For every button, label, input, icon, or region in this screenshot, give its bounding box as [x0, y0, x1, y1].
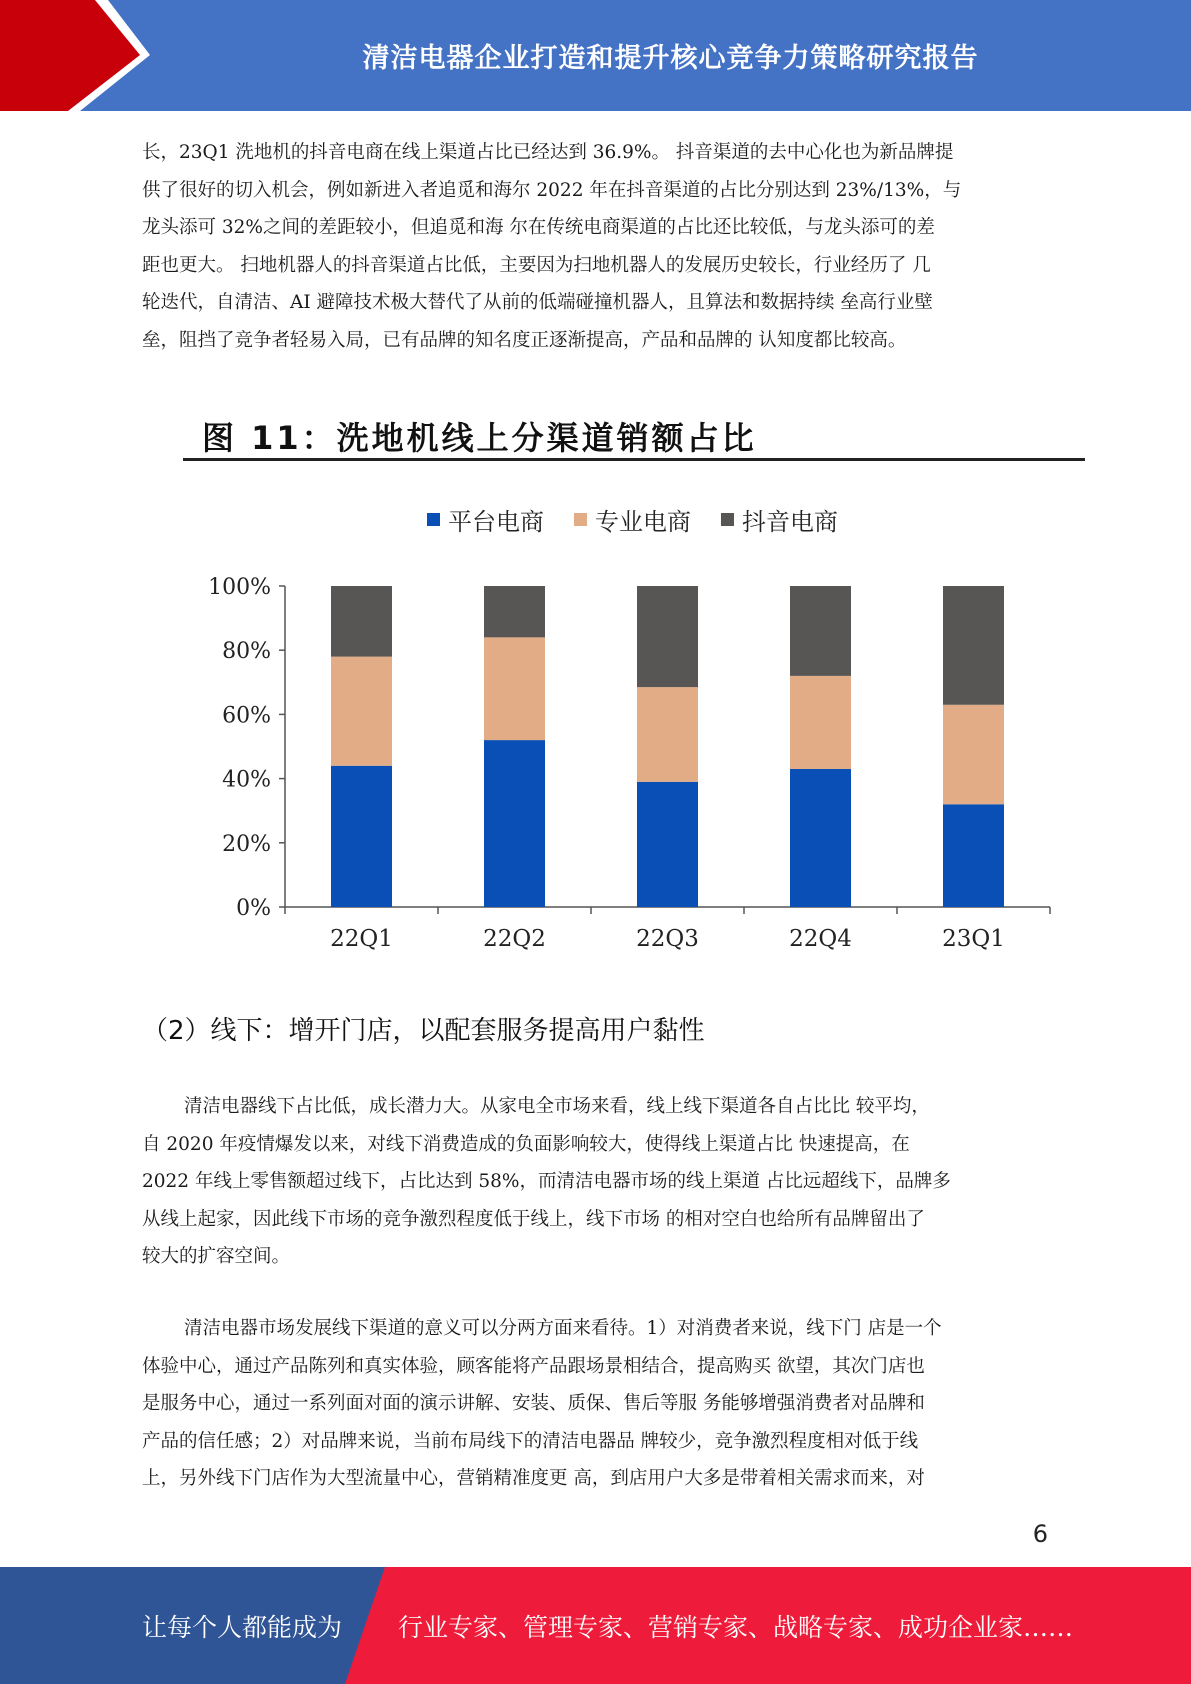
section-heading: （2）线下：增开门店，以配套服务提高用户黏性: [142, 1016, 705, 1046]
bar-segment: [637, 586, 698, 687]
figure-title: 图 11：洗地机线上分渠道销额占比: [202, 419, 757, 457]
legend-label: 平台电商: [448, 508, 544, 536]
bar-segment: [790, 676, 851, 769]
y-tick-label: 60%: [222, 703, 271, 729]
text-line: 从线上起家，因此线下市场的竞争激烈程度低于线上，线下市场 的相对空白也给所有品牌留出了: [142, 1208, 925, 1230]
legend-label: 抖音电商: [742, 508, 838, 536]
x-tick-label: 23Q1: [942, 926, 1005, 952]
bar-segment: [484, 637, 545, 740]
text-line: 上，另外线下门店作为大型流量中心，营销精准度更 高，到店用户大多是带着相关需求而来，对: [142, 1468, 925, 1489]
report-title: 清洁电器企业打造和提升核心竞争力策略研究报告: [362, 43, 979, 74]
figure-11: [180, 395, 1085, 975]
text-line: 自 2020 年疫情爆发以来，对线下消费造成的负面影响较大，使得线上渠道占比 快速提高，在: [142, 1133, 910, 1155]
x-tick-label: 22Q1: [330, 926, 393, 952]
bar-segment: [484, 586, 545, 637]
y-tick-label: 20%: [222, 831, 271, 857]
text-line: 供了很好的切入机会，例如新进入者追觅和海尔 2022 年在抖音渠道的占比分别达到 23%/13%，与: [142, 179, 962, 201]
text-line: 体验中心，通过产品陈列和真实体验，顾客能将产品跟场景相结合，提高购买 欲望，其次门店也: [142, 1355, 925, 1377]
stacked-bar-chart: [180, 395, 1085, 975]
bar-segment: [790, 769, 851, 907]
y-tick-label: 0%: [236, 896, 271, 921]
text-line: 龙头添可 32%之间的差距较小，但追觅和海 尔在传统电商渠道的占比还比较低，与龙头添可的差: [142, 217, 935, 238]
bar-segment: [637, 687, 698, 782]
bar-segment: [943, 586, 1004, 705]
bar-segment: [331, 657, 392, 766]
page-footer: [0, 1567, 1191, 1684]
text-line: 清洁电器市场发展线下渠道的意义可以分两方面来看待。1）对消费者来说，线下门 店是一个: [184, 1318, 942, 1339]
text-line: 2022 年线上零售额超过线下，占比达到 58%，而清洁电器市场的线上渠道 占比远超线下，品牌多: [142, 1171, 951, 1192]
header-red-arrow: [0, 0, 150, 111]
x-tick-label: 22Q2: [483, 926, 546, 952]
text-line: 产品的信任感；2）对品牌来说，当前布局线下的清洁电器品 牌较少，竞争激烈程度相对低于线: [142, 1430, 919, 1452]
text-line: 轮迭代，自清洁、AI 避障技术极大替代了从前的低端碰撞机器人，且算法和数据持续 垒高行业壁: [142, 292, 933, 313]
text-line: 清洁电器线下占比低，成长潜力大。从家电全市场来看，线上线下渠道各自占比比 较平均，: [184, 1096, 930, 1117]
paragraph-3: [142, 1310, 1047, 1498]
footer-slogan-right: 行业专家、管理专家、营销专家、战略专家、成功企业家……: [398, 1612, 1074, 1642]
bar-segment: [943, 705, 1004, 805]
bar-segment: [637, 782, 698, 907]
page-number: 6: [1032, 1520, 1048, 1548]
text-line: 长，23Q1 洗地机的抖音电商在线上渠道占比已经达到 36.9%。 抖音渠道的去中心化也为新品牌提: [142, 142, 954, 163]
paragraph-2: [142, 1088, 1047, 1276]
x-tick-label: 22Q4: [789, 926, 852, 952]
bar-segment: [331, 586, 392, 657]
footer-slogan-left: 让每个人都能成为: [142, 1612, 343, 1642]
legend-label: 专业电商: [595, 508, 691, 536]
text-line: 垒，阻挡了竞争者轻易入局，已有品牌的知名度正逐渐提高，产品和品牌的 认知度都比较高。: [142, 329, 907, 351]
bar-segment: [484, 740, 545, 907]
y-tick-label: 40%: [222, 767, 271, 793]
y-tick-label: 100%: [208, 575, 271, 600]
bar-segment: [943, 804, 1004, 907]
text-line: 较大的扩容空间。: [142, 1246, 291, 1267]
text-line: 距也更大。 扫地机器人的抖音渠道占比低，主要因为扫地机器人的发展历史较长，行业经历了 几: [142, 254, 931, 276]
paragraph-1: [142, 134, 1047, 359]
bar-segment: [331, 766, 392, 907]
y-tick-label: 80%: [222, 639, 271, 665]
page-header: [0, 0, 1191, 111]
x-tick-label: 22Q3: [636, 926, 699, 952]
text-line: 是服务中心，通过一系列面对面的演示讲解、安装、质保、售后等服 务能够增强消费者对品牌和: [142, 1393, 925, 1414]
bar-segment: [790, 586, 851, 676]
